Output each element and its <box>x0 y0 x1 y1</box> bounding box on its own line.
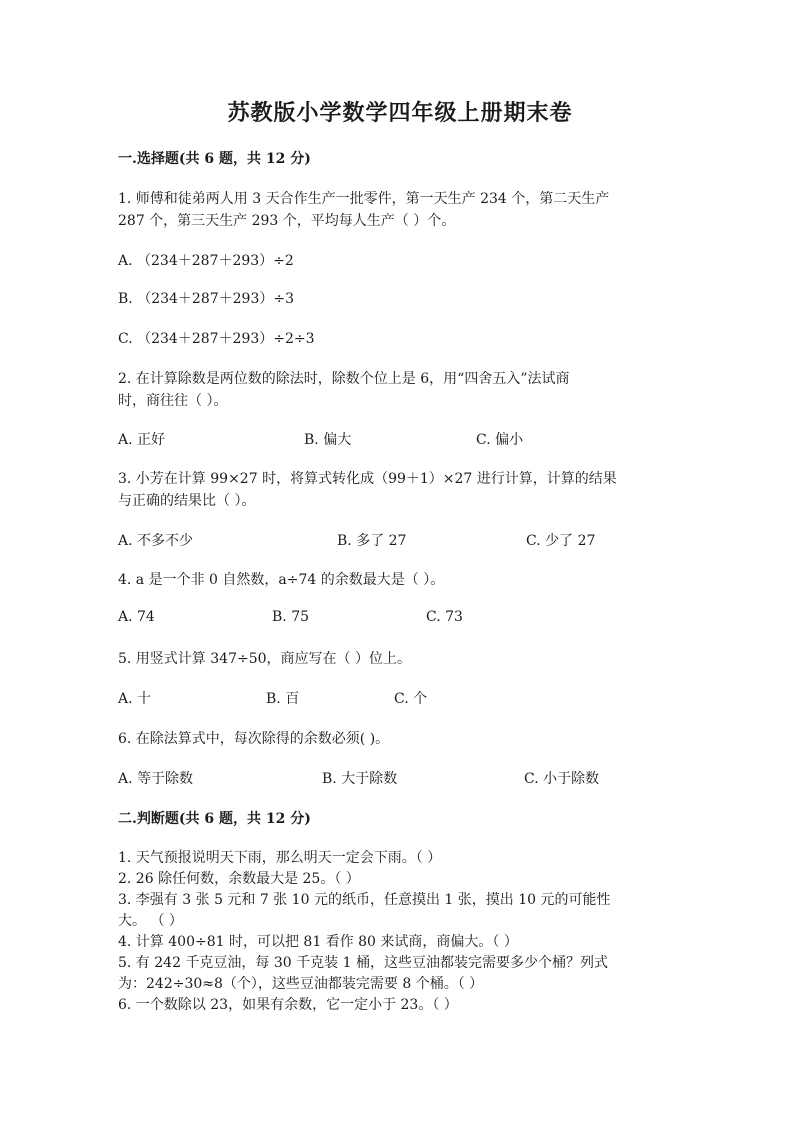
question-1-option-c: C. （234＋287＋293）÷2÷3 <box>118 331 315 347</box>
question-2-option-b: B. 偏大 <box>304 432 352 448</box>
judgement-line: 6. 一个数除以 23，如果有余数，它一定小于 23。（ ） <box>118 997 458 1013</box>
question-1-text: 1. 师傅和徒弟两人用 3 天合作生产一批零件，第一天生产 234 个，第二天生产 <box>118 191 610 207</box>
question-3-option-c: C. 少了 27 <box>526 533 596 549</box>
question-2-option-c: C. 偏小 <box>476 432 524 448</box>
question-5-option-c: C. 个 <box>394 691 428 707</box>
question-3-text-cont: 与正确的结果比（ ）。 <box>118 493 256 509</box>
question-3-option-b: B. 多了 27 <box>337 533 407 549</box>
page-title: 苏教版小学数学四年级上册期末卷 <box>227 100 573 126</box>
question-3-text: 3. 小芳在计算 99×27 时，将算式转化成（99＋1）×27 进行计算，计算的结果 <box>118 471 617 487</box>
question-5-option-a: A. 十 <box>118 691 152 707</box>
judgement-line: 4. 计算 400÷81 时，可以把 81 看作 80 来试商，商偏大。（ ） <box>118 934 518 950</box>
question-1-text-cont: 287 个，第三天生产 293 个，平均每人生产（ ）个。 <box>118 213 456 229</box>
judgement-line: 1. 天气预报说明天下雨，那么明天一定会下雨。（ ） <box>118 850 442 866</box>
question-6-option-a: A. 等于除数 <box>118 771 194 787</box>
judgement-line: 大。 （ ） <box>118 913 183 929</box>
question-3-option-a: A. 不多不少 <box>118 533 194 549</box>
question-5-text: 5. 用竖式计算 347÷50，商应写在（ ）位上。 <box>118 651 411 667</box>
judgement-line: 为：242÷30≈8（个），这些豆油都装完需要 8 个桶。（ ） <box>118 976 484 992</box>
question-2-option-a: A. 正好 <box>118 432 166 448</box>
question-6-text: 6. 在除法算式中，每次除得的余数必须( )。 <box>118 731 390 747</box>
judgement-line: 3. 李强有 3 张 5 元和 7 张 10 元的纸币，任意摸出 1 张，摸出 10 元的可能性 <box>118 892 611 908</box>
question-2-text: 2. 在计算除数是两位数的除法时，除数个位上是 6，用“四舍五入”法试商 <box>118 371 570 387</box>
judgement-line: 2. 26 除任何数，余数最大是 25。（ ） <box>118 871 360 887</box>
section-heading-choice: 一.选择题(共 6 题，共 12 分) <box>118 151 311 167</box>
question-4-option-b: B. 75 <box>272 609 310 625</box>
question-4-option-a: A. 74 <box>118 609 155 625</box>
question-6-option-c: C. 小于除数 <box>524 771 600 787</box>
question-5-option-b: B. 百 <box>266 691 300 707</box>
question-1-option-a: A. （234＋287＋293）÷2 <box>118 253 294 269</box>
question-1-option-b: B. （234＋287＋293）÷3 <box>118 291 294 307</box>
question-6-option-b: B. 大于除数 <box>322 771 398 787</box>
question-4-option-c: C. 73 <box>426 609 463 625</box>
section-heading-judgement: 二.判断题(共 6 题，共 12 分) <box>118 811 311 827</box>
question-4-text: 4. a 是一个非 0 自然数，a÷74 的余数最大是（ ）。 <box>118 572 445 588</box>
question-2-text-cont: 时，商往往（ ）。 <box>118 393 228 409</box>
judgement-line: 5. 有 242 千克豆油，每 30 千克装 1 桶，这些豆油都装完需要多少个桶？列式 <box>118 955 608 971</box>
